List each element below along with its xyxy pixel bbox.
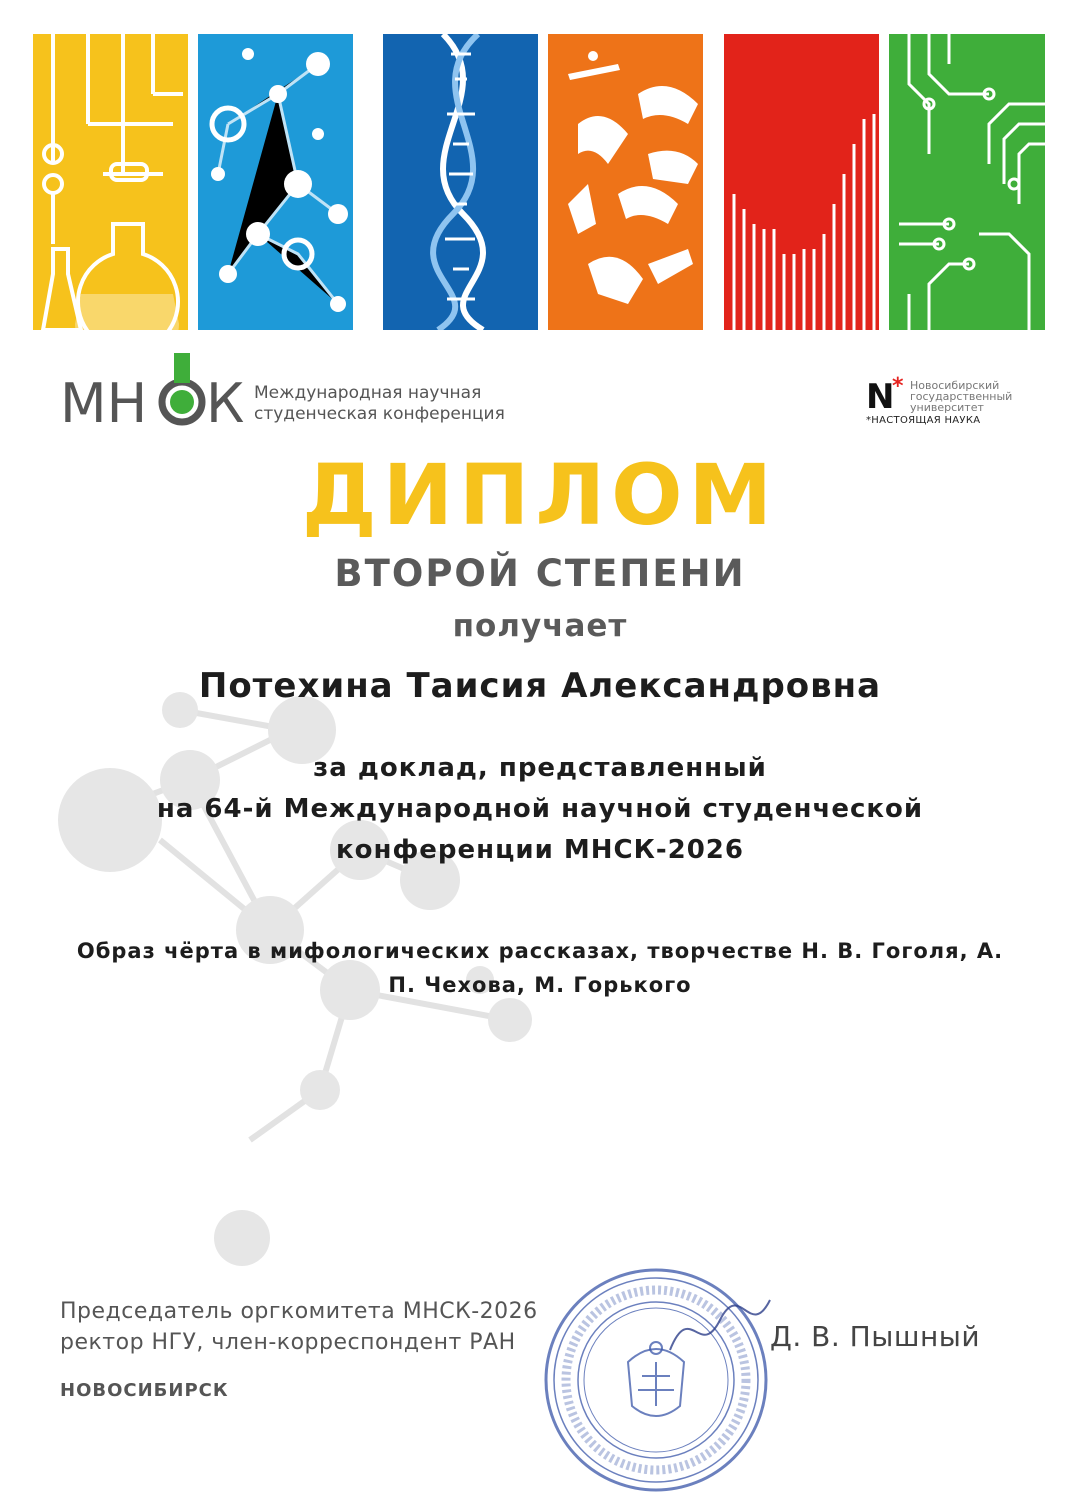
report-topic: [70, 934, 1010, 1002]
mnsk-logo: [60, 350, 250, 430]
cave-painting-icon: [548, 34, 703, 330]
banner-panel-graph: [724, 34, 879, 330]
signatory-role-line2: ректор НГУ, член-корреспондент РАН: [60, 1330, 516, 1355]
banner-panel-molecule: [198, 34, 353, 330]
svg-text:К: К: [206, 372, 245, 430]
molecule-icon: [198, 34, 353, 330]
signatory-role-line1: Председатель оргкомитета МНСК-2026: [60, 1299, 538, 1324]
award-reason-line2: на 64-й Международной научной студенческой: [156, 794, 924, 824]
banner-panel-chemistry: [33, 34, 188, 330]
award-reason: [0, 748, 1080, 871]
mnsk-logo-caption: [254, 383, 505, 425]
nsu-mark: N: [866, 377, 895, 417]
dna-helix-icon: [383, 34, 538, 330]
banner-panel-cave-art: [548, 34, 703, 330]
report-topic-line1: Образ чёрта в мифологических рассказах, творчестве Н. В. Гоголя, А.: [76, 939, 1004, 963]
nsu-logo: [866, 374, 1046, 430]
nsu-slogan: *НАСТОЯЩАЯ НАУКА: [866, 415, 981, 426]
nsu-name-line1: Новосибирский: [910, 379, 1000, 392]
banner-panel-dna: [383, 34, 538, 330]
city-label: НОВОСИБИРСК: [60, 1380, 229, 1401]
diploma-degree: ВТОРОЙ СТЕПЕНИ: [334, 552, 746, 595]
award-reason-line3: конференции МНСК-2026: [336, 835, 744, 865]
report-topic-line2: П. Чехова, М. Горького: [388, 973, 692, 997]
bar-graph-icon: [724, 34, 879, 330]
diploma-title: ДИПЛОМ: [301, 446, 779, 544]
mnsk-logo-line2: студенческая конференция: [254, 404, 505, 424]
nsu-name-line2: государственный: [910, 390, 1013, 403]
circuit-board-icon: [889, 34, 1045, 330]
chemistry-flask-icon: [33, 34, 188, 330]
nsu-star-icon: *: [892, 374, 904, 399]
signature-scribble: [660, 1290, 780, 1370]
mnsk-logo-mark: [60, 350, 250, 430]
nsu-name: [910, 380, 1012, 413]
mnsk-logo-line1: Международная научная: [254, 383, 482, 403]
signatory-role: [60, 1296, 538, 1358]
recipient-name: Потехина Таисия Александровна: [198, 666, 882, 706]
nsu-name-line3: университет: [910, 401, 984, 414]
award-reason-line1: за доклад, представленный: [313, 753, 767, 783]
svg-text:МН: МН: [60, 372, 148, 430]
banner-panel-circuit: [889, 34, 1045, 330]
diploma-receives: получает: [452, 608, 628, 644]
signatory-name: Д. В. Пышный: [770, 1320, 981, 1353]
